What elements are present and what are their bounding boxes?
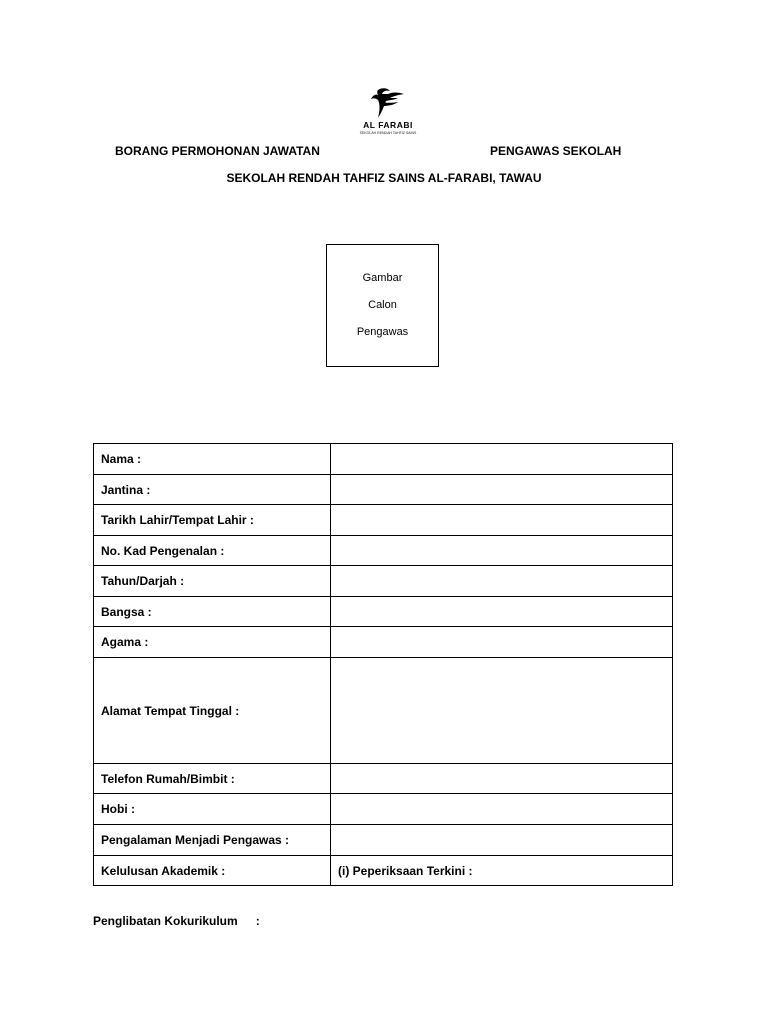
- form-title: BORANG PERMOHONAN JAWATAN: [115, 144, 320, 158]
- religion-field[interactable]: [331, 627, 673, 658]
- field-label: Tahun/Darjah :: [94, 566, 331, 597]
- school-name: SEKOLAH RENDAH TAHFIZ SAINS AL-FARABI, TAWAU: [226, 171, 542, 185]
- address-field[interactable]: [331, 658, 673, 764]
- gender-field[interactable]: [331, 475, 673, 505]
- field-label: Hobi :: [94, 794, 331, 825]
- prefect-experience-field[interactable]: [331, 825, 673, 856]
- birth-date-place-field[interactable]: [331, 505, 673, 536]
- photo-placeholder: [326, 244, 439, 367]
- field-label: Nama :: [94, 444, 331, 475]
- form-title-position: PENGAWAS SEKOLAH: [490, 144, 622, 158]
- school-logo: [356, 86, 420, 140]
- form-row-hobi: [94, 794, 673, 825]
- logo-name: AL FARABI: [363, 120, 413, 130]
- form-row-alamat: [94, 658, 673, 764]
- photo-label-line2: Calon: [368, 299, 397, 311]
- hobby-field[interactable]: [331, 794, 673, 825]
- ic-number-field[interactable]: [331, 536, 673, 566]
- cocurricular-label: Penglibatan Kokurikulum: [93, 914, 238, 928]
- form-row-tahun-darjah: [94, 566, 673, 597]
- form-row-bangsa: [94, 597, 673, 627]
- field-label: Jantina :: [94, 475, 331, 505]
- form-row-tarikh-lahir: [94, 505, 673, 536]
- race-field[interactable]: [331, 597, 673, 627]
- logo-subtitle: SEKOLAH RENDAH TAHFIZ SAINS: [359, 131, 417, 135]
- form-row-agama: [94, 627, 673, 658]
- year-class-field[interactable]: [331, 566, 673, 597]
- photo-label-line1: Gambar: [362, 272, 403, 284]
- name-field[interactable]: [331, 444, 673, 475]
- applicant-form-table: [93, 443, 673, 886]
- form-row-jantina: [94, 475, 673, 505]
- field-label: Agama :: [94, 627, 331, 658]
- cocurricular-colon: :: [255, 914, 260, 928]
- field-label: Alamat Tempat Tinggal :: [94, 658, 331, 764]
- form-row-nama: [94, 444, 673, 475]
- field-label: Kelulusan Akademik :: [94, 856, 331, 886]
- field-label: Telefon Rumah/Bimbit :: [94, 764, 331, 794]
- photo-label-line3: Pengawas: [356, 326, 409, 338]
- field-label: No. Kad Pengenalan :: [94, 536, 331, 566]
- form-row-kad-pengenalan: [94, 536, 673, 566]
- form-row-pengalaman: [94, 825, 673, 856]
- field-label: Pengalaman Menjadi Pengawas :: [94, 825, 331, 856]
- latest-exam-field[interactable]: (i) Peperiksaan Terkini :: [331, 856, 673, 886]
- field-label: Tarikh Lahir/Tempat Lahir :: [94, 505, 331, 536]
- form-row-kelulusan: [94, 856, 673, 886]
- field-label: Bangsa :: [94, 597, 331, 627]
- form-row-telefon: [94, 764, 673, 794]
- phone-field[interactable]: [331, 764, 673, 794]
- cocurricular-section: [93, 914, 260, 928]
- al-farabi-emblem-icon: [368, 86, 408, 120]
